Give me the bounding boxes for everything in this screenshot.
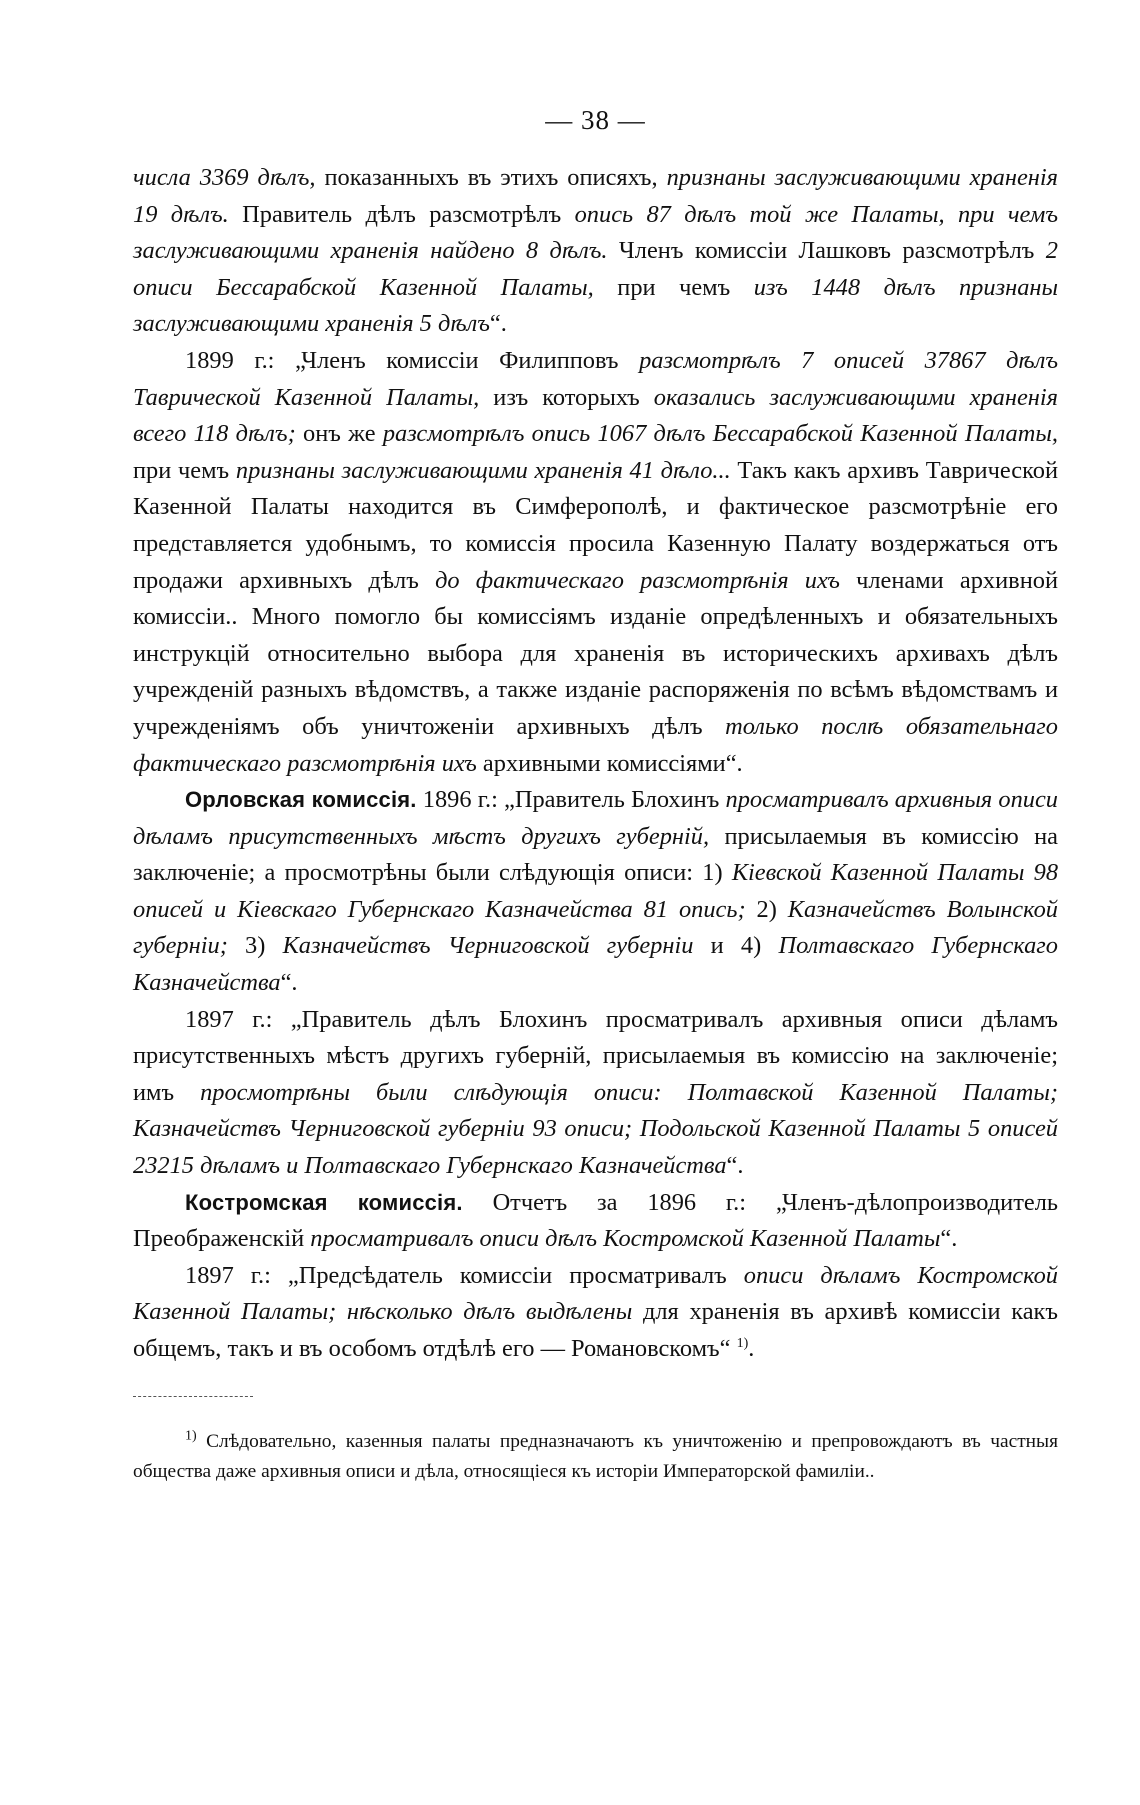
text-span: оказались заслуживающими храненія всего 118 дѣлъ; [133, 383, 1058, 448]
text-span: при чемъ [133, 456, 236, 484]
text-span: просмотрѣны были слѣдующія описи: Полтавской Казенной Палаты; Казначействъ Черниговской губерніи 93 описи; Подольской Казенной Палаты 5 описей 23215 дѣламъ и Полтавскаго Губернскаго Казначейства [133, 1078, 1058, 1180]
body-text [133, 160, 1058, 1368]
text-span: Полтавскаго Губернскаго Казначейства [133, 932, 1059, 997]
section-heading-orel: Орловская комиссія. [185, 787, 417, 813]
text-span: 1896 г.: „Правитель Блохинъ [416, 786, 726, 814]
text-span: опись 87 дѣлъ той же Палаты, при чемъ заслуживающими храненія найдено 8 дѣлъ. [133, 200, 1058, 265]
footnote [133, 1427, 1058, 1487]
text-span: только послѣ обязательнаго фактическаго разсмотрѣнія ихъ [133, 712, 1058, 777]
text-span: архивными комиссіями“. [476, 749, 743, 777]
text-span: . [748, 1335, 755, 1362]
text-span: 2) [745, 895, 788, 923]
text-span: 1897 г.: „Предсѣдатель комиссіи просматривалъ [185, 1261, 744, 1289]
text-span: изъ которыхъ [479, 383, 654, 411]
text-span: для храненія въ архивѣ комиссіи какъ общемъ, такъ и въ особомъ отдѣлѣ его — Романовскомъ“ [133, 1298, 1058, 1362]
text-span: Отчетъ за 1896 г.: „Членъ-дѣлопроизводитель Преображенскій [133, 1188, 1058, 1253]
text-span: 2 описи Бессарабской Казенной Палаты, [133, 237, 1058, 301]
paragraph-6 [133, 1258, 1058, 1368]
text-span: просматривалъ описи дѣлъ Костромской Казенной Палаты [310, 1225, 941, 1253]
footnote-mark: 1) [185, 1428, 197, 1444]
text-span: Такъ какъ архивъ Таврической Казенной Палаты находится въ Симферополѣ, и фактическое разсмотрѣніе его представляется удобнымъ, то комиссія просила Казенную Палату воздержаться отъ продажи архивныхъ дѣлъ [133, 456, 1058, 594]
text-span: “. [489, 310, 507, 338]
text-span: Членъ комиссіи Лашковъ разсмотрѣлъ [607, 237, 1046, 265]
footnote-reference: 1) [736, 1335, 749, 1351]
text-span: Казначействъ Черниговской губерніи [282, 932, 694, 960]
paragraph-1 [133, 160, 1058, 343]
text-span: Правитель дѣлъ разсмотрѣлъ [228, 200, 575, 228]
text-span: просматривалъ архивныя описи дѣламъ присутственныхъ мѣстъ другихъ губерній, [133, 786, 1059, 850]
text-span: разсмотрѣлъ 7 описей 37867 дѣлъ Таврической Казенной Палаты, [133, 346, 1058, 411]
paragraph-3 [133, 782, 1058, 1002]
paragraph-5 [133, 1185, 1058, 1258]
text-span: Кіевской Казенной Палаты 98 описей и Кіевскаго Губернскаго Казначейства 81 опись; [133, 859, 1059, 923]
text-span: “. [726, 1152, 744, 1180]
text-span: разсмотрѣлъ опись 1067 дѣлъ Бессарабской Казенной Палаты, [382, 420, 1058, 448]
text-span: 1899 г.: „Членъ комиссіи Филипповъ [185, 346, 640, 374]
section-heading-kostroma: Костромская комиссія. [185, 1189, 463, 1215]
text-span: онъ же [295, 420, 383, 448]
document-page [133, 105, 1058, 1506]
text-span: 3) [227, 932, 283, 960]
footnote-separator [133, 1396, 253, 1397]
text-span: при чемъ [593, 273, 754, 301]
footnote-text: Слѣдовательно, казенныя палаты предназначаютъ къ уничтоженію и препровождаютъ въ частныя общества даже архивныя описи и дѣла, относящіеся къ исторіи Императорской фамиліи.. [133, 1430, 1058, 1482]
text-span: присылаемыя въ комиссію на заключеніе; а просмотрѣны были слѣдующія описи: 1) [133, 822, 1058, 887]
text-span: до фактическаго разсмотрѣнія ихъ [435, 566, 840, 594]
text-span: и 4) [693, 932, 779, 960]
paragraph-4 [133, 1002, 1058, 1185]
text-span: “. [280, 969, 298, 997]
text-span: числа 3369 дѣлъ, [133, 164, 316, 191]
text-span: описи дѣламъ Костромской Казенной Палаты; нѣсколько дѣлъ выдѣлены [133, 1261, 1058, 1326]
text-span: показанныхъ въ этихъ описяхъ, [315, 164, 667, 191]
page-number: — 38 — [545, 105, 646, 135]
text-span: признаны заслуживающими храненія 19 дѣлъ. [133, 164, 1059, 228]
text-span: “. [940, 1225, 958, 1253]
text-span: изъ 1448 дѣлъ признаны заслуживающими храненія 5 дѣлъ [133, 273, 1059, 338]
text-span: Казначействъ Волынской губерніи; [133, 895, 1059, 960]
paragraph-2 [133, 343, 1058, 782]
text-span: 1897 г.: „Правитель дѣлъ Блохинъ просматривалъ архивныя описи дѣламъ присутственныхъ мѣстъ другихъ губерній, присылаемыя въ комиссію на заключеніе; имъ [133, 1005, 1058, 1106]
text-span: признаны заслуживающими храненія 41 дѣло... [235, 456, 731, 484]
text-span: членами архивной комиссіи.. Много помогло бы комиссіямъ изданіе опредѣленныхъ и обязательныхъ инструкцій относительно выбора для храненія въ историческихъ архивахъ дѣлъ учрежденій разныхъ вѣдомствъ, а также изданіе распоряженія по всѣмъ вѣдомствамъ и учрежденіямъ объ уничтоженіи архивныхъ дѣлъ [133, 566, 1058, 740]
